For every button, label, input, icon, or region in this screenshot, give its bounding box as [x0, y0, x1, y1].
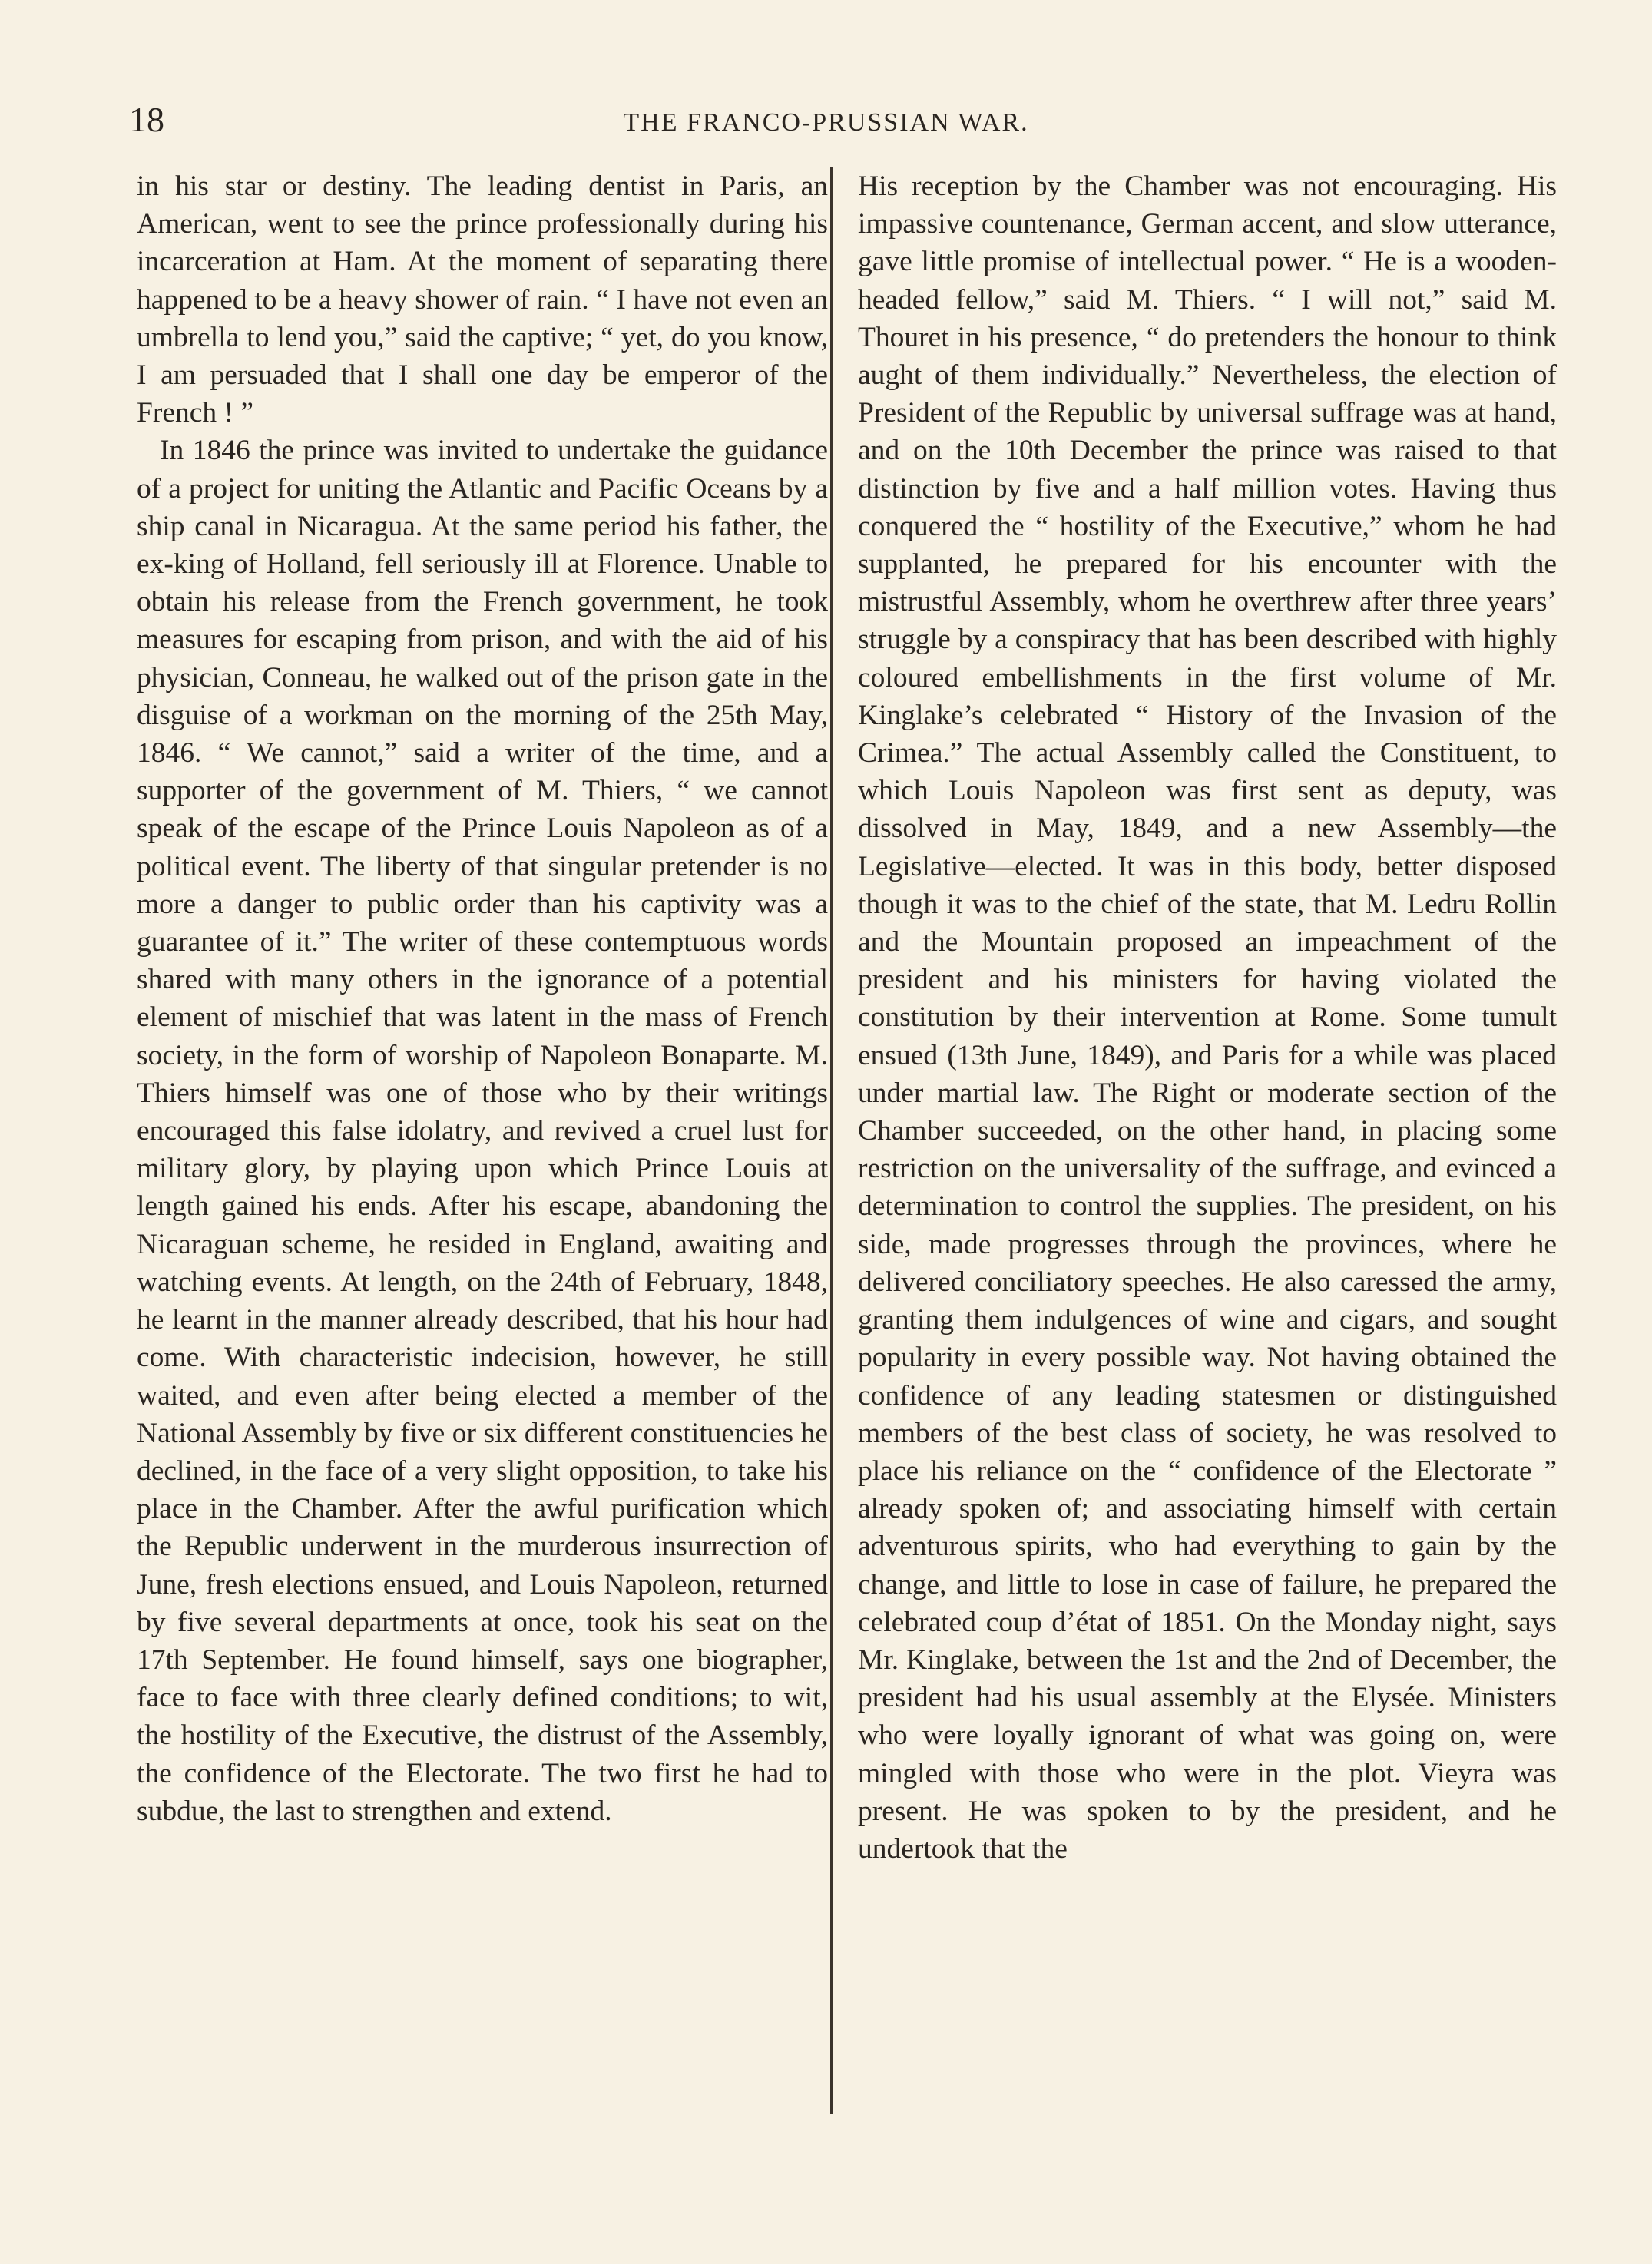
- left-column: [137, 167, 828, 1830]
- running-head: THE FRANCO-PRUSSIAN WAR.: [623, 108, 1029, 137]
- left-paragraph-2: In 1846 the prince was invited to undertake the guidance of a project for uniting the Atlantic and Pacific Oceans by a ship canal in Nicaragua. At the same period his father, the ex-king of Holland, fell seriously ill at Florence. Unable to obtain his release from the French government, he took measures for escaping from prison, and with the aid of his physician, Conneau, he walked out of the prison gate in the disguise of a workman on the morning of the 25th May, 1846. “ We cannot,” said a writer of the time, and a supporter of the government of M. Thiers, “ we cannot speak of the escape of the Prince Louis Napoleon as of a political event. The liberty of that singular pretender is no more a danger to public order than his captivity was a guarantee of it.” The writer of these contemptuous words shared with many others in the ignorance of a potential element of mischief that was latent in the mass of French society, in the form of worship of Napoleon Bonaparte. M. Thiers himself was one of those who by their writings encouraged this false idolatry, and revived a cruel lust for military glory, by playing upon which Prince Louis at length gained his ends. After his escape, abandoning the Nicaraguan scheme, he resided in England, awaiting and watching events. At length, on the 24th of February, 1848, he learnt in the manner already described, that his hour had come. With characteristic indecision, however, he still waited, and even after being elected a member of the National Assembly by five or six different constituencies he declined, in the face of a very slight opposition, to take his place in the Chamber. After the awful purification which the Republic underwent in the murderous insurrection of June, fresh elections ensued, and Louis Napoleon, returned by five several departments at once, took his seat on the 17th September. He found himself, says one biographer, face to face with three clearly defined conditions; to wit, the hostility of the Executive, the distrust of the Assembly, the confidence of the Electorate. The two first he had to subdue, the last to strengthen and extend.: [137, 435, 828, 1827]
- right-column: [858, 167, 1557, 1868]
- column-divider: [830, 167, 833, 2114]
- right-paragraph-1: His reception by the Chamber was not encouraging. His impassive countenance, German accent, and slow utterance, gave little promise of intellectual power. “ He is a wooden-headed fellow,” said M. Thiers. “ I will not,” said M. Thouret in his presence, “ do pretenders the honour to think aught of them individually.” Nevertheless, the election of President of the Republic by universal suffrage was at hand, and on the 10th December the prince was raised to that distinction by five and a half million votes. Having thus conquered the “ hostility of the Executive,” whom he had supplanted, he prepared for his encounter with the mistrustful Assembly, whom he overthrew after three years’ struggle by a conspiracy that has been described with highly coloured embellishments in the first volume of Mr. Kinglake’s celebrated “ History of the Invasion of the Crimea.” The actual Assembly called the Constituent, to which Louis Napoleon was first sent as deputy, was dissolved in May, 1849, and a new Assembly—the Legislative—elected. It was in this body, better disposed though it was to the chief of the state, that M. Ledru Rollin and the Mountain proposed an impeachment of the president and his ministers for having violated the constitution by their intervention at Rome. Some tumult ensued (13th June, 1849), and Paris for a while was placed under martial law. The Right or moderate section of the Chamber succeeded, on the other hand, in placing some restriction on the universality of the suffrage, and evinced a determination to control the supplies. The president, on his side, made progresses through the provinces, where he delivered conciliatory speeches. He also caressed the army, granting them indulgences of wine and cigars, and sought popularity in every possible way. Not having obtained the confidence of any leading statesmen or distinguished members of the best class of society, he was resolved to place his reliance on the “ confidence of the Electorate ” already spoken of; and associating himself with certain adventurous spirits, who had everything to gain by the change, and little to lose in case of failure, he prepared the celebrated coup d’état of 1851. On the Monday night, says Mr. Kinglake, between the 1st and the 2nd of December, the president had his usual assembly at the Elysée. Ministers who were loyally ignorant of what was going on, were mingled with those who were in the plot. Vieyra was present. He was spoken to by the president, and he undertook that the: [858, 170, 1557, 1865]
- left-paragraph-1: in his star or destiny. The leading dentist in Paris, an American, went to see the prince professionally during his incarceration at Ham. At the moment of separating there happened to be a heavy shower of rain. “ I have not even an umbrella to lend you,” said the captive; “ yet, do you know, I am persuaded that I shall one day be emperor of the French ! ”: [137, 170, 828, 429]
- page-number: 18: [129, 100, 164, 139]
